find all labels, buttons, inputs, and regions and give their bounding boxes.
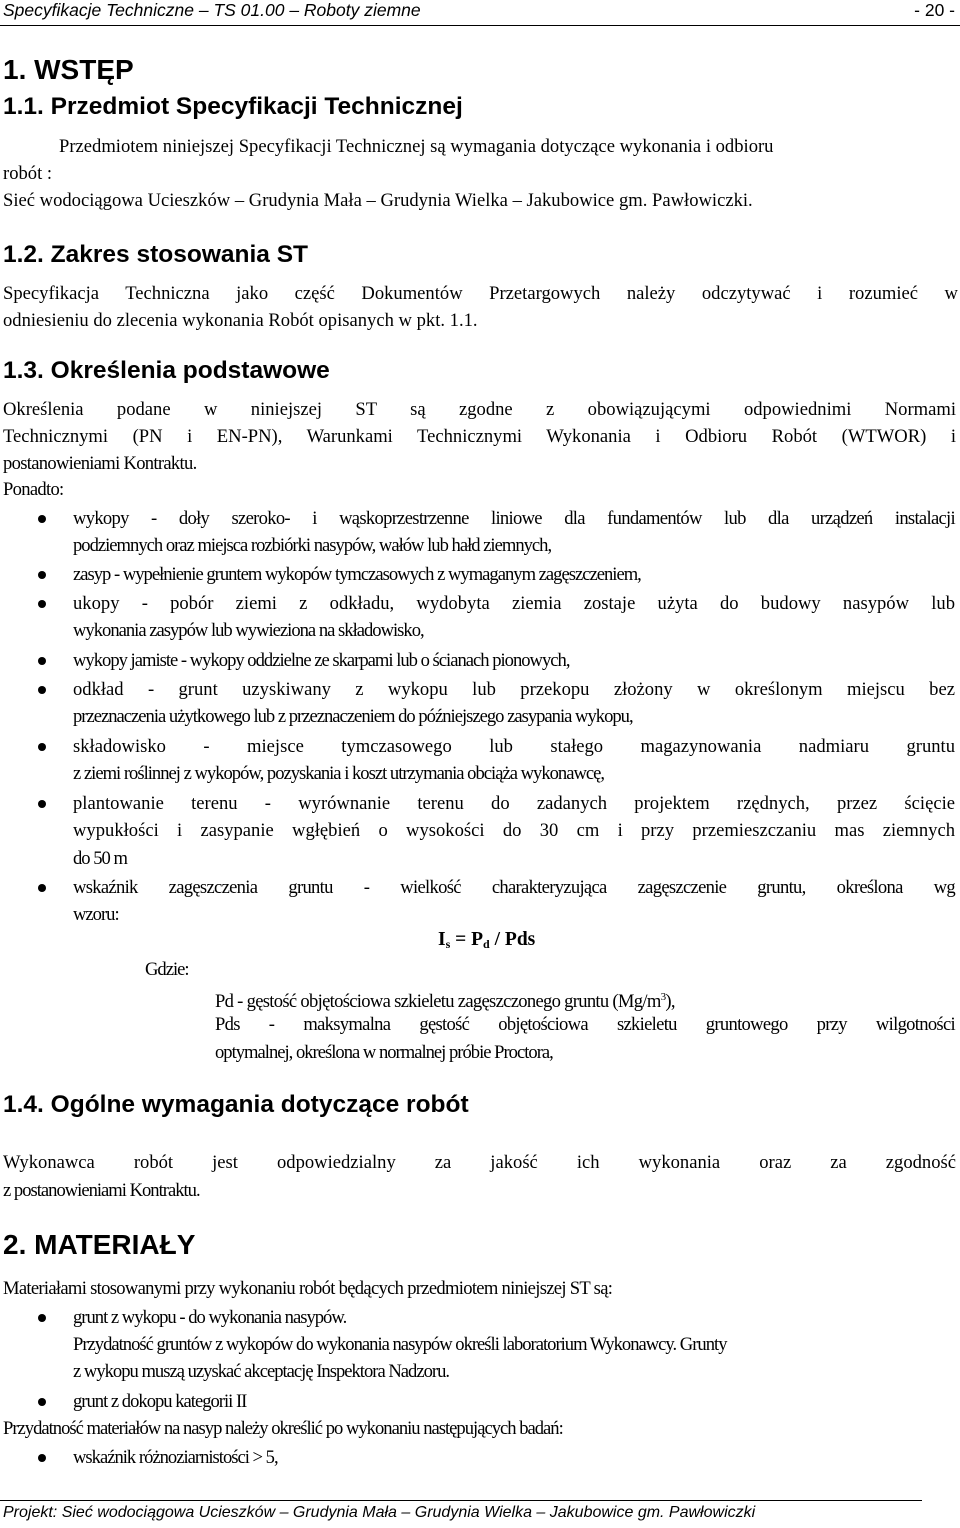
bullet-dot	[38, 686, 46, 694]
s11-text-1: Przedmiotem niniejszej Specyfikacji Technicznej są wymagania dotyczące wykonania i odbioru	[59, 136, 774, 157]
pds-definition-line-1: Pds - maksymalna gęstość objętościowa szkieletu gruntowego przy wilgotności	[215, 1014, 955, 1035]
s12-text-1: Specyfikacja Techniczna jako część Dokumentów Przetargowych należy odczytywać i rozumieć w	[3, 283, 958, 304]
pds-definition-line-2: optymalnej, określona w normalnej próbie Proctora,	[215, 1042, 553, 1063]
bullet-dot	[38, 571, 46, 579]
s13-text-4: Ponadto:	[3, 479, 64, 500]
header-rule	[0, 25, 960, 26]
section-1-4-heading: 1.4. Ogólne wymagania dotyczące robót	[3, 1091, 469, 1118]
s13-bullet-6-line-2: z ziemi roślinnej z wykopów, pozyskania i koszt utrzymania obciąża wykonawcę,	[73, 763, 605, 784]
bullet-dot	[38, 1398, 46, 1406]
page-number: - 20 -	[914, 0, 955, 20]
section-1-3-heading: 1.3. Określenia podstawowe	[3, 357, 330, 384]
s2-bullet-1-line-2: Przydatność gruntów z wykopów do wykonania nasypów określi laboratorium Wykonawcy. Grunty	[73, 1334, 727, 1355]
bullet-dot	[38, 743, 46, 751]
bullet-dot	[38, 600, 46, 608]
s13-text-3: postanowieniami Kontraktu.	[3, 453, 197, 474]
s13-bullet-1-line-1: wykopy - doły szeroko- i wąskoprzestrzenne liniowe dla fundamentów lub dla urządzeń instalacji	[73, 508, 955, 529]
s2-bullet-1: grunt z wykopu - do wykonania nasypów.	[73, 1307, 347, 1328]
s13-text-2: Technicznymi (PN i EN-PN), Warunkami Technicznymi Wykonania i Odbioru Robót (WTWOR) i	[3, 426, 956, 447]
s13-bullet-5-line-1: odkład - grunt uzyskiwany z wykopu lub przekopu złożony w określonym miejscu bez	[73, 679, 955, 700]
s13-bullet-3-line-2: wykonania zasypów lub wywieziona na składowisko,	[73, 620, 424, 641]
s2-bullet-2: grunt z dokopu kategorii II	[73, 1391, 247, 1412]
s13-text-1: Określenia podane w niniejszej ST są zgodne z obowiązującymi odpowiednimi Normami	[3, 399, 956, 420]
pd-definition: Pd - gęstość objętościowa szkieletu zagęszczonego gruntu $(Mg/m^3)$,	[215, 991, 675, 1012]
s13-bullet-7-line-2: wypukłości i zasypanie wgłębień o wysokości do 30 cm i przy przemieszczaniu mas ziemnych	[73, 820, 955, 841]
s13-bullet-5-line-2: przeznaczenia użytkowego lub z przeznaczeniem do późniejszego zasypania wykopu,	[73, 706, 633, 727]
s13-bullet-8-line-2: wzoru:	[73, 904, 119, 925]
section-1-heading: 1. WSTĘP	[3, 54, 134, 85]
bullet-dot	[38, 515, 46, 523]
s13-bullet-4-line-1: wykopy jamiste - wykopy oddzielne ze skarpami lub o ścianach pionowych,	[73, 650, 570, 671]
section-1-1-heading: 1.1. Przedmiot Specyfikacji Technicznej	[3, 93, 463, 120]
bullet-dot	[38, 884, 46, 892]
bullet-dot	[38, 800, 46, 808]
compaction-formula: $I_s = P_d$ / Pds	[438, 929, 536, 951]
s2-text-2: Przydatność materiałów na nasyp należy określić po wykonaniu następujących badań:	[3, 1418, 563, 1439]
s2-bullet-1-line-3: z wykopu muszą uzyskać akceptację Inspektora Nadzoru.	[73, 1361, 450, 1382]
section-1-2-heading: 1.2. Zakres stosowania ST	[3, 241, 309, 268]
s12-text-2: odniesieniu do zlecenia wykonania Robót opisanych w pkt. 1.1.	[3, 310, 478, 331]
s11-text-2: robót :	[3, 163, 53, 184]
footer-rule	[0, 1500, 922, 1501]
s13-bullet-1-line-2: podziemnych oraz miejsca rozbiórki nasypów, wałów lub hałd ziemnych,	[73, 535, 552, 556]
bullet-dot	[38, 1454, 46, 1462]
s2-text-1: Materiałami stosowanymi przy wykonaniu robót będących przedmiotem niniejszej ST są:	[3, 1278, 613, 1299]
s14-text-2: z postanowieniami Kontraktu.	[3, 1180, 200, 1201]
s13-bullet-3-line-1: ukopy - pobór ziemi z odkładu, wydobyta ziemia zostaje użyta do budowy nasypów lub	[73, 593, 955, 614]
s13-bullet-7-line-3: do 50 m	[73, 848, 127, 869]
s13-bullet-2-line-1: zasyp - wypełnienie gruntem wykopów tymczasowych z wymaganym zagęszczeniem,	[73, 564, 641, 585]
page-header	[3, 0, 955, 24]
s14-text-1: Wykonawca robót jest odpowiedzialny za jakość ich wykonania oraz za zgodność	[3, 1152, 956, 1173]
bullet-dot	[38, 657, 46, 665]
header-title: Specyfikacje Techniczne – TS 01.00 – Roboty ziemne	[3, 0, 421, 20]
s13-bullet-7-line-1: plantowanie terenu - wyrównanie terenu do zadanych projektem rzędnych, przez ścięcie	[73, 793, 955, 814]
section-2-heading: 2. MATERIAŁY	[3, 1229, 196, 1260]
s13-bullet-6-line-1: składowisko - miejsce tymczasowego lub stałego magazynowania nadmiaru gruntu	[73, 736, 955, 757]
gdzie-label: Gdzie:	[145, 959, 189, 980]
s2-bullet-3: wskaźnik różnoziarnistości > 5,	[73, 1447, 278, 1468]
s13-bullet-8-line-1: wskaźnik zagęszczenia gruntu - wielkość charakteryzująca zagęszczenie gruntu, określona wg	[73, 877, 955, 898]
s11-text-3: Sieć wodociągowa Ucieszków – Grudynia Mała – Grudynia Wielka – Jakubowice gm. Pawłowiczki.	[3, 190, 753, 211]
page-footer: Projekt: Sieć wodociągowa Ucieszków – Grudynia Mała – Grudynia Wielka – Jakubowice gm. Pawłowiczki	[3, 1504, 756, 1521]
bullet-dot	[38, 1314, 46, 1322]
